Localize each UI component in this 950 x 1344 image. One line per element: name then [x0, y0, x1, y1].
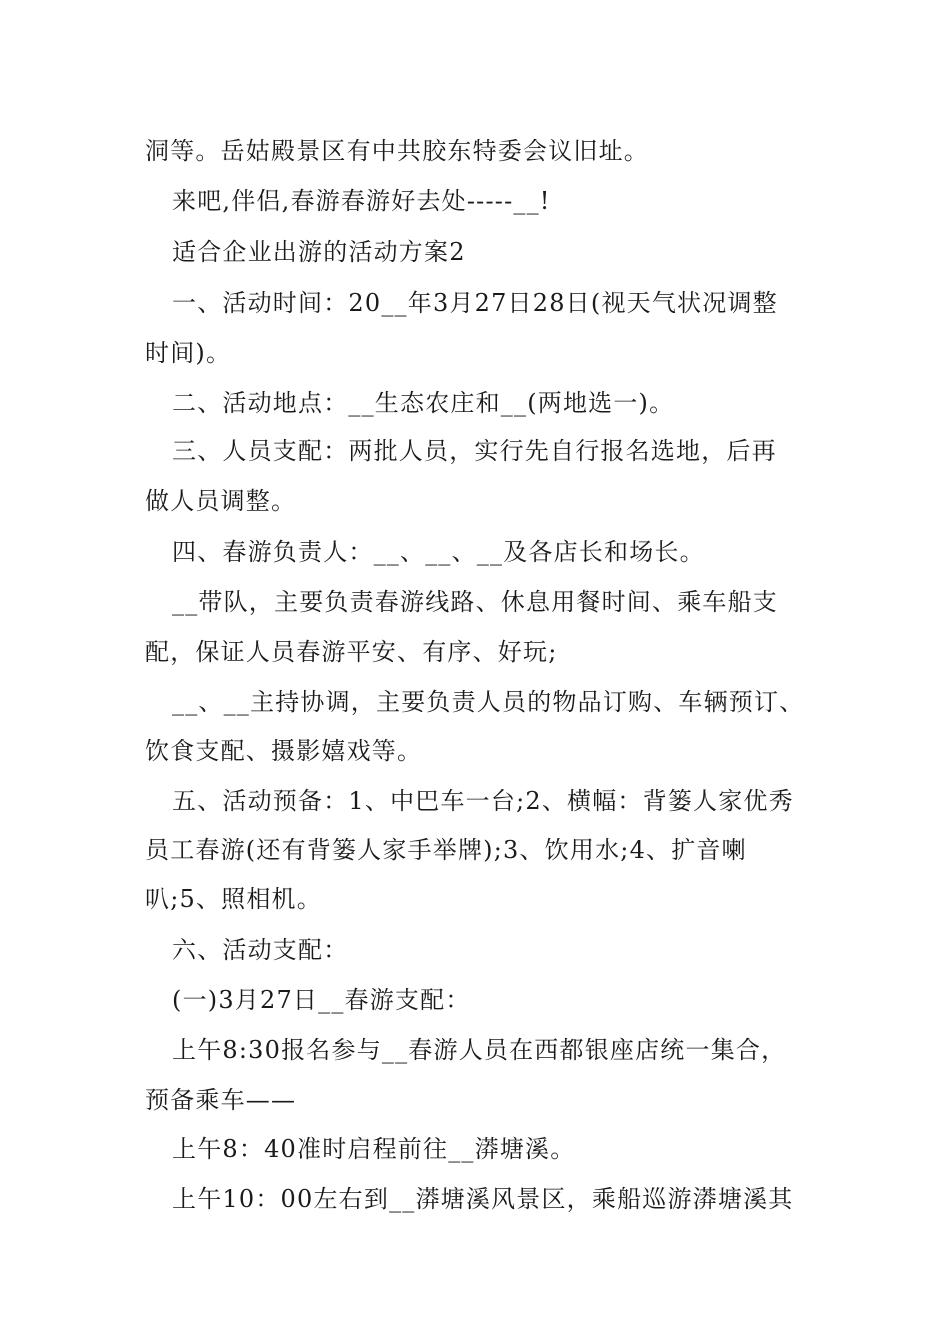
- text-line: 做人员调整。: [145, 487, 297, 515]
- text-line: 上午10：00左右到__漭塘溪风景区，乘船巡游漭塘溪其: [172, 1185, 794, 1213]
- text-line: 上午8：40准时启程前往__漭塘溪。: [172, 1135, 576, 1163]
- text-line: 时间)。: [145, 339, 232, 367]
- section-heading: 适合企业出游的活动方案2: [172, 238, 466, 266]
- text-line: 一、活动时间：20__年3月27日28日(视天气状况调整: [172, 289, 778, 317]
- text-line: __带队，主要负责春游线路、休息用餐时间、乘车船支: [172, 588, 778, 616]
- text-line: 员工春游(还有背篓人家手举牌);3、饮用水;4、扩音喇: [145, 836, 747, 864]
- text-line: 六、活动支配：: [172, 936, 349, 964]
- text-line: 上午8:30报名参与__春游人员在西都银座店统一集合，: [172, 1036, 787, 1064]
- text-line: 洞等。岳姑殿景区有中共胶东特委会议旧址。: [145, 137, 649, 165]
- text-line: 饮食支配、摄影嬉戏等。: [145, 737, 423, 765]
- text-line: 配，保证人员春游平安、有序、好玩;: [145, 638, 558, 666]
- text-line: (一)3月27日__春游支配：: [172, 986, 471, 1014]
- text-line: 叭;5、照相机。: [145, 885, 322, 913]
- text-line: 五、活动预备：1、中巴车一台;2、横幅：背篓人家优秀: [172, 787, 794, 815]
- text-line: 二、活动地点：__生态农庄和__(两地选一)。: [172, 389, 675, 417]
- text-line: __、__主持协调，主要负责人员的物品订购、车辆预订、: [172, 688, 805, 716]
- text-line: 三、人员支配：两批人员，实行先自行报名选地，后再: [172, 437, 777, 465]
- text-line: 预备乘车——: [145, 1086, 297, 1114]
- text-line: 来吧,伴侣,春游春游好去处-----__!: [172, 187, 551, 215]
- text-line: 四、春游负责人：__、__、__及各店长和场长。: [172, 538, 705, 566]
